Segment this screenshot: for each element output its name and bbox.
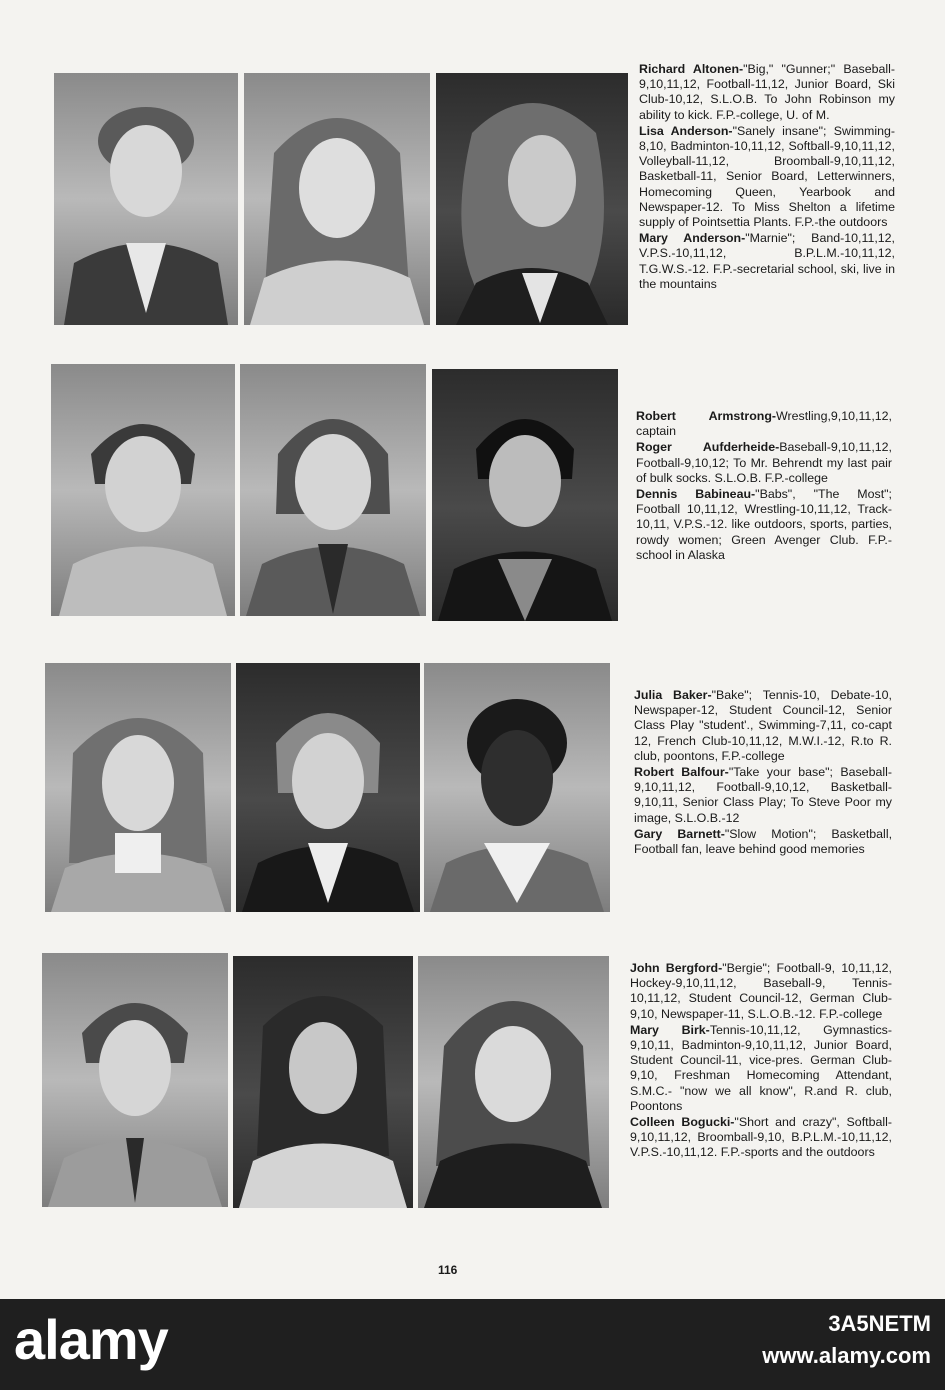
- student-name: John Bergford-: [630, 961, 723, 975]
- student-name: Dennis Babineau-: [636, 487, 756, 502]
- portrait-photo: [436, 73, 628, 325]
- watermark-bar: [0, 1299, 945, 1390]
- page-number: 116: [438, 1263, 458, 1277]
- student-name: Lisa Anderson-: [639, 123, 733, 138]
- student-name: Richard Altonen-: [639, 62, 744, 76]
- student-name: Gary Barnett-: [634, 826, 725, 841]
- student-activities: Wrestling,9,10,11,12, captain: [636, 409, 892, 439]
- student-activities: "Take your base"; Baseball-9,10,11,12, Football-9,10,12, Basketball-9,10,11, Senior Class Play; To Steve Poor my image, S.L.O.B.-12: [634, 765, 892, 825]
- portrait-photo: [424, 663, 610, 912]
- student-entry: [630, 961, 892, 1022]
- student-activities: "Bake"; Tennis-10, Debate-10, Newspaper-12, Student Council-12, Senior Class Play "student'., Swimming-7,11, co-capt 12, French Club-10,11,12, M.W.I.-12, R.to R. club, poontons, F.P.-college: [634, 688, 892, 763]
- student-activities: "Marnie"; Band-10,11,12, V.P.S.-10,11,12, B.P.L.M.-10,11,12, T.G.W.S.-12. F.P.-secretarial school, ski, live in the mountains: [639, 231, 895, 291]
- student-entry: [634, 827, 892, 857]
- student-activities: "Sanely insane"; Swimming-8,10, Badminton-10,11,12, Softball-9,10,11,12, Volleyball-11,12, Broomball-9,10,11,12, Basketball-11, Senior Board, Letterwinners, Homecoming Queen, Yearbook and Newspaper-12. To Miss Shelton a lifetime supply of Pointsettia Plants. F.P.-the outdoors: [639, 123, 896, 230]
- student-entry: [636, 487, 892, 563]
- student-entry: [630, 1023, 892, 1114]
- portrait-photo: [51, 364, 235, 616]
- student-name: Colleen Bogucki-: [630, 1115, 735, 1130]
- student-entry: [636, 440, 892, 486]
- student-name: Roger Aufderheide-: [636, 440, 780, 455]
- student-name: Mary Birk-: [630, 1022, 710, 1037]
- watermark-image-id: 3A5NETM: [828, 1311, 931, 1336]
- student-activities: "Short and crazy", Softball-9,10,11,12, Broomball-9,10, B.P.L.M.-10,11,12, V.P.S.-10,11,12. F.P.-sports and the outdoors: [630, 1115, 892, 1160]
- student-bio-column: [639, 62, 895, 293]
- student-entry: [634, 765, 892, 826]
- student-entry: [636, 409, 892, 439]
- student-bio-column: [636, 409, 892, 564]
- student-entry: [630, 1115, 892, 1161]
- student-bio-column: [634, 688, 892, 858]
- portrait-photo: [236, 663, 420, 912]
- student-activities: "Big," "Gunner;" Baseball-9,10,11,12, Football-11,12, Junior Board, Ski Club-10,12, S.L.O.B. To John Robinson my ability to kick. F.P.-college, U. of M.: [639, 62, 895, 122]
- portrait-photo: [233, 956, 413, 1208]
- student-entry: [639, 231, 895, 292]
- portrait-photo: [418, 956, 609, 1208]
- student-activities: "Slow Motion"; Basketball, Football fan, leave behind good memories: [634, 826, 893, 857]
- portrait-photo: [432, 369, 618, 621]
- student-activities: "Bergie"; Football-9, 10,11,12, Hockey-9,10,11,12, Baseball-9, Tennis-10,11,12, Student Council-12, German Club-9,10, Newspaper-11, S.L.O.B.-12. F.P.-college: [630, 961, 892, 1021]
- student-name: Mary Anderson-: [639, 231, 746, 246]
- portrait-photo: [45, 663, 231, 912]
- watermark-logo: alamy: [14, 1308, 168, 1371]
- portrait-photo: [244, 73, 430, 325]
- portrait-photo: [240, 364, 426, 616]
- student-activities: Baseball-9,10,11,12, Football-9,10,12; To Mr. Behrendt my last pair of bulk socks. S.L.O.B. F.P.-college: [636, 440, 892, 485]
- student-name: Julia Baker-: [634, 688, 712, 702]
- student-name: Robert Armstrong-: [636, 409, 777, 423]
- portrait-photo: [42, 953, 228, 1207]
- student-activities: Tennis-10,11,12, Gymnastics-9,10,11, Badminton-9,10,11,12, Junior Board, Student Council-11, vice-pres. German Club-9,10, Freshman Homecoming Attendant, S.M.C.- "now we all know", R.and R. club, Poontons: [630, 1022, 892, 1113]
- student-entry: [634, 688, 892, 764]
- student-bio-column: [630, 961, 892, 1162]
- student-name: Robert Balfour-: [634, 765, 729, 780]
- student-activities: "Babs", "The Most"; Football 10,11,12, Wrestling-10,11,12, Track-10,11, V.P.S.-12. like outdoors, sports, parties, rowdy women; Green Avenger Club. F.P.-school in Alaska: [636, 487, 892, 562]
- student-entry: [639, 124, 895, 230]
- watermark-url: www.alamy.com: [762, 1343, 931, 1368]
- student-entry: [639, 62, 895, 123]
- portrait-photo: [54, 73, 238, 325]
